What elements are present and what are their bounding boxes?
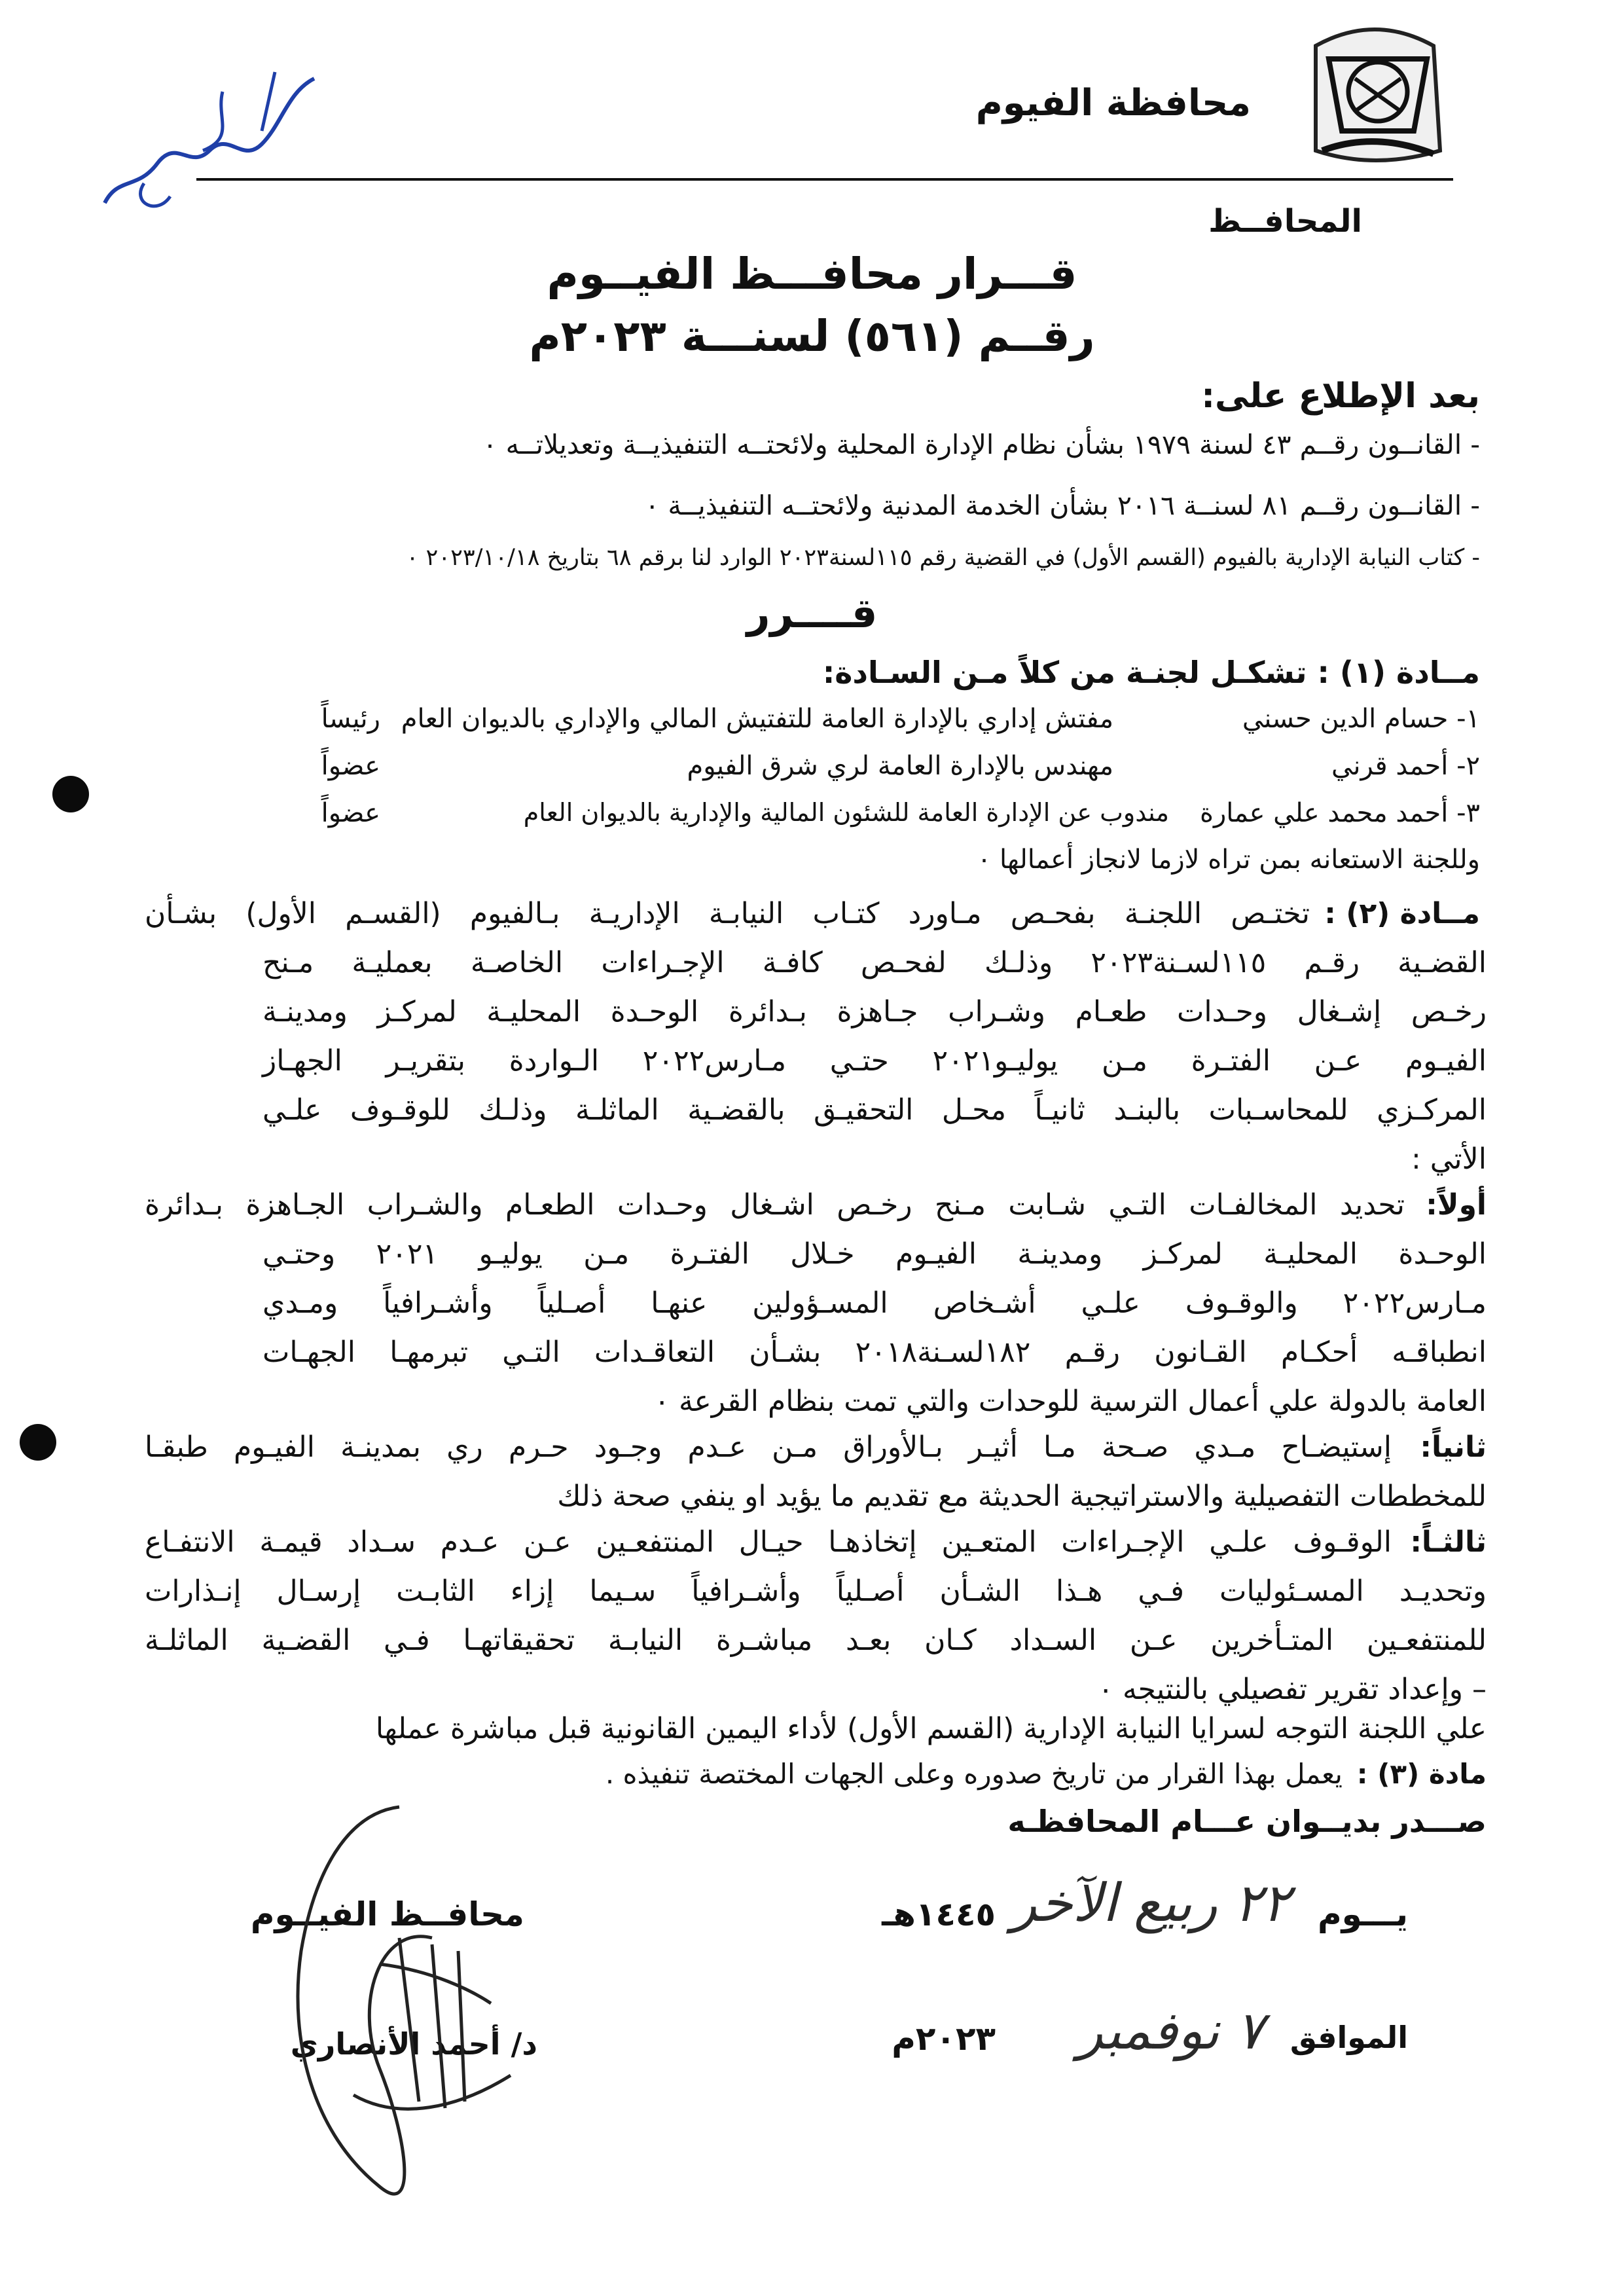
- article-2-line: القضـية رقـم ١١٥لسـنة٢٠٢٣ وذلـك لفحـص كافـة الإجـراءات الخاصـة بعمليـة مـنح: [262, 946, 1487, 979]
- member-position: رئيساً: [321, 704, 380, 734]
- article-2-line: المركـزي للمحاسـبات بالبنـد ثانيـاً محـل التحقيـق بالقضـية الماثلـة وذلـك للوقـوف علـي: [262, 1093, 1487, 1127]
- handwritten-gregorian-date: ٧ نوفمبر: [1077, 2000, 1264, 2061]
- governorate-logo: [1303, 20, 1453, 170]
- article-2-line: الأتي :: [1411, 1142, 1487, 1176]
- hijri-year: ١٤٤٥هـ: [882, 1895, 996, 1933]
- item-second-label: ثانياً:: [1420, 1430, 1487, 1464]
- oath-text: علي اللجنة التوجه لسرايا النيابة الإدارية (القسم الأول) لأداء اليمين القانونية قبل مباشرة عملها: [375, 1712, 1487, 1745]
- day-prefix: يـــوم: [1317, 1895, 1408, 1933]
- item-first-line: مـارس٢٠٢٢ والوقـوف علـي أشـخاص المسـؤولين عنهـا أصـلياً وأشـرافياً ومـدي: [262, 1286, 1487, 1320]
- punch-hole: [52, 776, 89, 812]
- member-name: ١- حسام الدين حسني: [1242, 704, 1480, 734]
- item-first-line: العامة بالدولة علي أعمال الترسية للوحدات والتي تمت بنظام القرعة ٠: [654, 1385, 1487, 1418]
- article-2-line: الفيـوم عـن الفتـرة مـن يوليـو٢٠٢١ حتـي مـارس٢٠٢٢ الـواردة بتقريـر الجهـاز: [262, 1044, 1487, 1078]
- member-name: ٢- أحمد قرني: [1331, 751, 1480, 781]
- governorate-name: محافظة الفيوم: [975, 82, 1251, 124]
- signatory-title: محافــظ الفيــوم: [250, 1895, 524, 1933]
- item-third-line: الوقـوف علـي الإجـراءات المتعـين إتخاذهـا حيـال المنتفعـين عـن عـدم سـداد قيمـة الانتفـاع: [145, 1525, 1392, 1559]
- decree-number: رقــم (٥٦١) لسنـــة ٢٠٢٣م: [529, 311, 1095, 361]
- signature: [183, 1794, 576, 2252]
- decision-word: قــــرر: [746, 589, 878, 637]
- article-2-line: تختـص اللجنـة بفحـص مـاورد كتـاب النيابـة الإداريـة بـالفيوم (القسـم الأول) بشـأن: [145, 897, 1310, 930]
- article-3-text: يعمل بهذا القرار من تاريخ صدوره وعلى الجهات المختصة تنفيذه .: [605, 1758, 1343, 1790]
- issued-line: صـــدر بديــوان عـــام المحافظـه: [1007, 1804, 1487, 1839]
- member-role: مهندس بالإدارة العامة لري شرق الفيوم: [687, 751, 1113, 781]
- member-role: مفتش إداري بالإدارة العامة للتفتيش المالي والإداري بالديوان العام: [401, 704, 1113, 734]
- item-second-line: إستيضـاح مـدي صـحة مـا أثيـر بـالأوراق مـن عـدم وجـود حـرم ري بمدينـة الفيـوم طبقـا: [145, 1430, 1392, 1464]
- member-role: مندوب عن الإدارة العامة للشئون المالية والإدارية بالديوان العام: [523, 798, 1169, 827]
- article-2-line: رخـص إشـغال وحـدات طعـام وشـراب جـاهزة بـدائرة الوحـدة المحليـة لمركـز ومدينـة: [262, 995, 1487, 1029]
- signatory-name: د/ أحمد الأنصاري: [290, 2026, 537, 2062]
- handwritten-annotation: [65, 52, 340, 236]
- committee-note: وللجنة الاستعانه بمن تراه لازما لانجاز أعمالها ٠: [977, 845, 1480, 875]
- preamble-item: - كتاب النيابة الإدارية بالفيوم (القسم الأول) في القضية رقم ١١٥لسنة٢٠٢٣ الوارد لنا برقم ٦٨ بتاريخ ٢٠٢٣/١٠/١٨ ٠: [406, 545, 1480, 571]
- gregorian-prefix: الموافق: [1290, 2020, 1408, 2055]
- punch-hole: [20, 1424, 56, 1461]
- member-position: عضواً: [321, 798, 380, 828]
- item-third-line: للمنتفعـين المتـأخرين عـن السـداد كـان بعـد مباشـرة النيابـة تحقيقاتهـا فـي القضـية الماثلـة: [145, 1624, 1487, 1657]
- preamble-heading: بعد الإطلاع على:: [1201, 376, 1480, 416]
- item-third-line: – وإعداد تقرير تفصيلي بالنتيجه ٠: [1098, 1673, 1487, 1706]
- item-second-line: للمخططات التفصيلية والاستراتيجية الحديثة مع تقديم ما يؤيد او ينفي صحة ذلك: [557, 1480, 1487, 1513]
- article-3-label: مادة (٣) :: [1356, 1758, 1487, 1790]
- committee-members: [145, 704, 1480, 841]
- article-1-heading: مــادة (١) : تشكـل لجنـة من كلاً مـن السـادة:: [822, 655, 1480, 690]
- item-first-line: انطباقـه أحكـام القـانون رقـم ١٨٢لسـنة٢٠١٨ بشـأن التعاقـدات التـي تبرمهـا الجهـات: [262, 1336, 1487, 1369]
- preamble-item: - القانــون رقــم ٤٣ لسنة ١٩٧٩ بشأن نظام الإدارة المحلية ولائحتــه التنفيذيــة وتعديلاتــه ٠: [482, 429, 1480, 460]
- item-first-label: أولاً:: [1426, 1188, 1487, 1222]
- handwritten-hijri-date: ٢٢ ربيع الآخر: [1011, 1872, 1290, 1933]
- article-2-label: مــادة (٢) :: [1324, 897, 1480, 930]
- item-first-line: تحديد المخالفـات التـي شـابت مـنح رخـص اشـغال وحـدات الطعـام والشـراب الجـاهزة بـدائرة: [145, 1188, 1405, 1222]
- member-position: عضواً: [321, 751, 380, 781]
- decree-title: قـــرار محافـــظ الفيــوم: [547, 249, 1077, 299]
- item-third-label: ثالثـاً:: [1410, 1525, 1487, 1559]
- office-title: المحافــظ: [1208, 203, 1362, 240]
- member-name: ٣- أحمد محمد علي عمارة: [1199, 798, 1480, 828]
- preamble-item: - القانــون رقــم ٨١ لسنــة ٢٠١٦ بشأن الخدمة المدنية ولائحتــه التنفيذيــة ٠: [645, 490, 1480, 521]
- gregorian-year: ٢٠٢٣م: [892, 2020, 996, 2058]
- header-divider: [196, 178, 1453, 181]
- item-third-line: وتحديـد المسـئوليات فـي هـذا الشـأن أصـلياً وأشـرافياً سـيما إزاء الثابـت إرسـال إنـذارات: [145, 1575, 1487, 1608]
- item-first-line: الوحـدة المحليـة لمركـز ومدينـة الفيـوم خـلال الفتـرة مـن يوليـو ٢٠٢١ وحتـي: [262, 1237, 1487, 1271]
